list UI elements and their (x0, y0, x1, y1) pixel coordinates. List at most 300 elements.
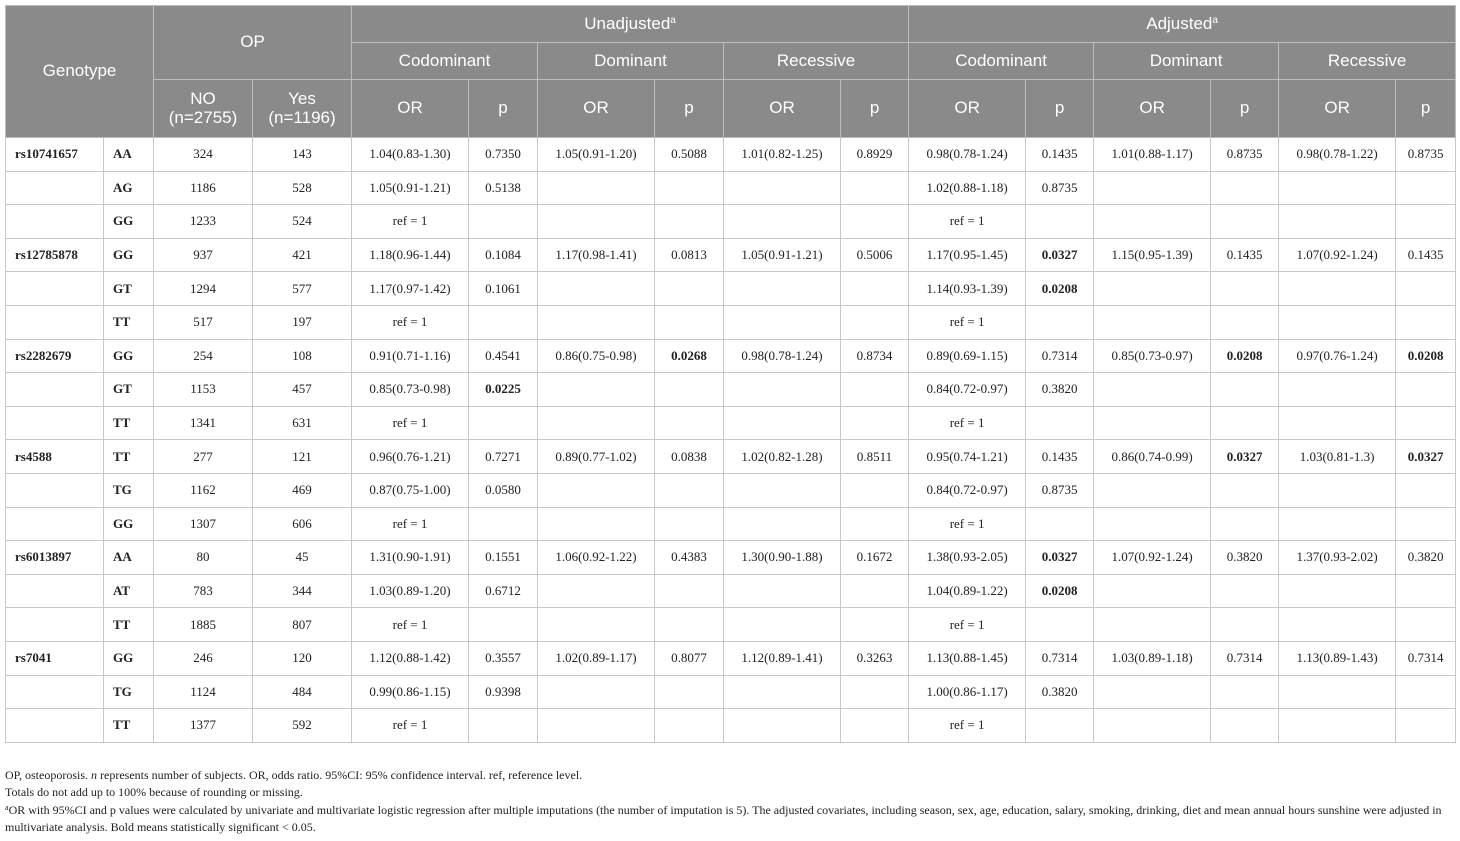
snp-cell: rs12785878 (6, 238, 104, 272)
op-no-count-cell: 1307 (154, 507, 253, 541)
or-ci-cell: 0.98(0.78-1.24) (909, 138, 1026, 172)
p-value-cell: 0.4383 (655, 541, 724, 575)
or-ci-cell (538, 171, 655, 205)
or-ci-cell: 1.00(0.86-1.17) (909, 675, 1026, 709)
snp-cell: rs4588 (6, 440, 104, 474)
snp-cell: rs2282679 (6, 339, 104, 373)
genotype-cell: GG (104, 641, 154, 675)
header-or: OR (1094, 80, 1211, 138)
or-ci-cell (1279, 272, 1396, 306)
p-value-cell (469, 305, 538, 339)
p-value-cell: 0.1672 (841, 541, 909, 575)
p-value-cell (1211, 608, 1279, 642)
or-ci-cell: 0.85(0.73-0.98) (352, 373, 469, 407)
p-value-cell (841, 171, 909, 205)
p-value-cell: 0.1551 (469, 541, 538, 575)
genotype-cell: GT (104, 272, 154, 306)
snp-cell (6, 272, 104, 306)
p-value-cell (1211, 507, 1279, 541)
or-ci-cell: 0.98(0.78-1.24) (724, 339, 841, 373)
or-ci-cell: 0.97(0.76-1.24) (1279, 339, 1396, 373)
or-ci-cell (1094, 406, 1211, 440)
genotype-cell: GG (104, 205, 154, 239)
p-value-cell (841, 205, 909, 239)
or-ci-cell: ref = 1 (909, 205, 1026, 239)
header-op-yes: Yes (n=1196) (253, 80, 352, 138)
or-ci-cell (538, 373, 655, 407)
table-row (6, 440, 1456, 474)
p-value-cell: 0.8511 (841, 440, 909, 474)
or-ci-cell (1094, 272, 1211, 306)
p-value-cell: 0.4541 (469, 339, 538, 373)
genotype-cell: AG (104, 171, 154, 205)
p-value-cell (1211, 406, 1279, 440)
p-value-cell (1211, 709, 1279, 743)
or-ci-cell: 0.85(0.73-0.97) (1094, 339, 1211, 373)
or-ci-cell (1279, 473, 1396, 507)
p-value-cell: 0.3557 (469, 641, 538, 675)
or-ci-cell (1094, 205, 1211, 239)
or-ci-cell: 1.01(0.88-1.17) (1094, 138, 1211, 172)
or-ci-cell (538, 305, 655, 339)
op-yes-count-cell: 577 (253, 272, 352, 306)
p-value-cell: 0.0580 (469, 473, 538, 507)
or-ci-cell (1279, 675, 1396, 709)
or-ci-cell: 1.18(0.96-1.44) (352, 238, 469, 272)
or-ci-cell (724, 473, 841, 507)
p-value-cell: 0.1084 (469, 238, 538, 272)
p-value-cell: 0.8734 (841, 339, 909, 373)
p-value-cell: 0.5138 (469, 171, 538, 205)
op-yes-count-cell: 807 (253, 608, 352, 642)
or-ci-cell (1094, 608, 1211, 642)
genotype-cell: AT (104, 574, 154, 608)
p-value-cell: 0.0327 (1026, 238, 1094, 272)
p-value-cell (655, 205, 724, 239)
p-value-cell (655, 373, 724, 407)
p-value-cell: 0.7314 (1026, 641, 1094, 675)
or-ci-cell: 1.03(0.81-1.3) (1279, 440, 1396, 474)
p-value-cell (655, 675, 724, 709)
p-value-cell (1396, 406, 1456, 440)
snp-cell (6, 171, 104, 205)
header-adjusted: Adjusted$^a$ (909, 6, 1456, 43)
genotype-cell: AA (104, 541, 154, 575)
table-row (6, 541, 1456, 575)
snp-cell: rs7041 (6, 641, 104, 675)
genotype-cell: TT (104, 305, 154, 339)
p-value-cell (1396, 171, 1456, 205)
or-ci-cell (724, 272, 841, 306)
p-value-cell: 0.8929 (841, 138, 909, 172)
p-value-cell: 0.8735 (1211, 138, 1279, 172)
p-value-cell (841, 406, 909, 440)
p-value-cell (841, 473, 909, 507)
p-value-cell: 0.8735 (1026, 171, 1094, 205)
table-row (6, 339, 1456, 373)
genotype-cell: TT (104, 406, 154, 440)
genotype-cell: GT (104, 373, 154, 407)
or-ci-cell: 1.04(0.83-1.30) (352, 138, 469, 172)
or-ci-cell (724, 305, 841, 339)
header-unadj-recessive: Recessive (724, 43, 909, 80)
op-yes-count-cell: 45 (253, 541, 352, 575)
p-value-cell: 0.8077 (655, 641, 724, 675)
op-no-count-cell: 783 (154, 574, 253, 608)
header-op-no: NO (n=2755) (154, 80, 253, 138)
or-ci-cell: 0.89(0.69-1.15) (909, 339, 1026, 373)
or-ci-cell (1094, 507, 1211, 541)
snp-cell (6, 373, 104, 407)
p-value-cell: 0.3263 (841, 641, 909, 675)
p-value-cell (1026, 507, 1094, 541)
or-ci-cell: 1.02(0.89-1.17) (538, 641, 655, 675)
header-p: p (1396, 80, 1456, 138)
or-ci-cell: 0.84(0.72-0.97) (909, 473, 1026, 507)
snp-cell (6, 473, 104, 507)
or-ci-cell (538, 608, 655, 642)
or-ci-cell: 1.07(0.92-1.24) (1094, 541, 1211, 575)
or-ci-cell: ref = 1 (909, 507, 1026, 541)
op-yes-count-cell: 121 (253, 440, 352, 474)
or-ci-cell (1094, 675, 1211, 709)
p-value-cell (655, 507, 724, 541)
p-value-cell (841, 305, 909, 339)
op-yes-count-cell: 421 (253, 238, 352, 272)
snp-cell (6, 205, 104, 239)
p-value-cell (655, 406, 724, 440)
or-ci-cell (538, 406, 655, 440)
op-no-count-cell: 937 (154, 238, 253, 272)
snp-cell (6, 574, 104, 608)
header-or: OR (724, 80, 841, 138)
snp-cell (6, 608, 104, 642)
op-yes-count-cell: 606 (253, 507, 352, 541)
or-ci-cell (724, 373, 841, 407)
p-value-cell: 0.1061 (469, 272, 538, 306)
op-no-count-cell: 1186 (154, 171, 253, 205)
p-value-cell: 0.5088 (655, 138, 724, 172)
op-no-count-cell: 517 (154, 305, 253, 339)
p-value-cell: 0.3820 (1396, 541, 1456, 575)
or-ci-cell (538, 574, 655, 608)
p-value-cell (1026, 305, 1094, 339)
op-yes-count-cell: 120 (253, 641, 352, 675)
genotype-cell: TT (104, 709, 154, 743)
p-value-cell (655, 171, 724, 205)
table-row (6, 574, 1456, 608)
or-ci-cell: 0.86(0.75-0.98) (538, 339, 655, 373)
p-value-cell (655, 272, 724, 306)
or-ci-cell (1094, 574, 1211, 608)
or-ci-cell: 1.05(0.91-1.20) (538, 138, 655, 172)
op-no-count-cell: 1341 (154, 406, 253, 440)
table-container (5, 5, 1455, 743)
table-body (6, 138, 1456, 743)
genotype-cell: TG (104, 473, 154, 507)
p-value-cell: 0.3820 (1211, 541, 1279, 575)
table-row (6, 406, 1456, 440)
p-value-cell (1396, 608, 1456, 642)
footnote-totals: Totals do not add up to 100% because of rounding or missing. (5, 784, 303, 799)
or-ci-cell (538, 507, 655, 541)
p-value-cell: 0.7271 (469, 440, 538, 474)
op-no-count-cell: 1885 (154, 608, 253, 642)
header-adj-codominant: Codominant (909, 43, 1094, 80)
snp-cell: rs6013897 (6, 541, 104, 575)
header-p: p (841, 80, 909, 138)
table-footnotes (5, 767, 1455, 835)
or-ci-cell (724, 205, 841, 239)
p-value-cell (469, 205, 538, 239)
or-ci-cell: 0.87(0.75-1.00) (352, 473, 469, 507)
table-row (6, 305, 1456, 339)
or-ci-cell: 0.84(0.72-0.97) (909, 373, 1026, 407)
p-value-cell: 0.9398 (469, 675, 538, 709)
or-ci-cell: ref = 1 (909, 608, 1026, 642)
or-ci-cell: 1.30(0.90-1.88) (724, 541, 841, 575)
p-value-cell: 0.0208 (1026, 574, 1094, 608)
or-ci-cell (1279, 373, 1396, 407)
or-ci-cell: 1.17(0.98-1.41) (538, 238, 655, 272)
snp-cell (6, 406, 104, 440)
or-ci-cell: 1.12(0.89-1.41) (724, 641, 841, 675)
or-ci-cell: ref = 1 (909, 709, 1026, 743)
or-ci-cell: ref = 1 (909, 406, 1026, 440)
or-ci-cell (538, 272, 655, 306)
op-yes-count-cell: 528 (253, 171, 352, 205)
snp-cell: rs10741657 (6, 138, 104, 172)
or-ci-cell: 1.05(0.91-1.21) (352, 171, 469, 205)
or-ci-cell (1279, 709, 1396, 743)
p-value-cell: 0.7350 (469, 138, 538, 172)
p-value-cell (841, 507, 909, 541)
table-row (6, 272, 1456, 306)
p-value-cell: 0.0327 (1211, 440, 1279, 474)
table-row (6, 205, 1456, 239)
p-value-cell (469, 709, 538, 743)
p-value-cell: 0.7314 (1211, 641, 1279, 675)
p-value-cell (1396, 373, 1456, 407)
genotype-cell: TT (104, 440, 154, 474)
table-row (6, 138, 1456, 172)
p-value-cell: 0.0327 (1396, 440, 1456, 474)
or-ci-cell: ref = 1 (352, 205, 469, 239)
snp-cell (6, 507, 104, 541)
op-no-count-cell: 277 (154, 440, 253, 474)
or-ci-cell (538, 709, 655, 743)
or-ci-cell: 1.17(0.95-1.45) (909, 238, 1026, 272)
p-value-cell (1396, 272, 1456, 306)
p-value-cell: 0.1435 (1211, 238, 1279, 272)
p-value-cell (1026, 709, 1094, 743)
header-p: p (1026, 80, 1094, 138)
header-p: p (1211, 80, 1279, 138)
or-ci-cell: 1.02(0.88-1.18) (909, 171, 1026, 205)
table-row (6, 675, 1456, 709)
p-value-cell (1211, 373, 1279, 407)
or-ci-cell: 1.17(0.97-1.42) (352, 272, 469, 306)
p-value-cell (469, 406, 538, 440)
or-ci-cell (724, 171, 841, 205)
p-value-cell: 0.1435 (1396, 238, 1456, 272)
op-yes-count-cell: 484 (253, 675, 352, 709)
or-ci-cell (538, 675, 655, 709)
p-value-cell (1211, 473, 1279, 507)
genotype-cell: TT (104, 608, 154, 642)
op-no-count-cell: 1124 (154, 675, 253, 709)
genotype-cell: GG (104, 238, 154, 272)
or-ci-cell: 0.98(0.78-1.22) (1279, 138, 1396, 172)
or-ci-cell: 0.99(0.86-1.15) (352, 675, 469, 709)
or-ci-cell: 1.03(0.89-1.18) (1094, 641, 1211, 675)
or-ci-cell: 1.38(0.93-2.05) (909, 541, 1026, 575)
or-ci-cell: 1.12(0.88-1.42) (352, 641, 469, 675)
or-ci-cell (1094, 473, 1211, 507)
snp-cell (6, 709, 104, 743)
or-ci-cell (1094, 373, 1211, 407)
genotype-cell: AA (104, 138, 154, 172)
header-adj-recessive: Recessive (1279, 43, 1456, 80)
op-no-count-cell: 1294 (154, 272, 253, 306)
or-ci-cell: 1.14(0.93-1.39) (909, 272, 1026, 306)
or-ci-cell: 1.01(0.82-1.25) (724, 138, 841, 172)
or-ci-cell: 0.86(0.74-0.99) (1094, 440, 1211, 474)
or-ci-cell: ref = 1 (909, 305, 1026, 339)
or-ci-cell: 0.89(0.77-1.02) (538, 440, 655, 474)
or-ci-cell (724, 574, 841, 608)
p-value-cell: 0.0208 (1026, 272, 1094, 306)
or-ci-cell: 1.03(0.89-1.20) (352, 574, 469, 608)
p-value-cell (1396, 574, 1456, 608)
header-or: OR (538, 80, 655, 138)
or-ci-cell: 1.06(0.92-1.22) (538, 541, 655, 575)
or-ci-cell (538, 473, 655, 507)
header-adj-dominant: Dominant (1094, 43, 1279, 80)
p-value-cell (841, 272, 909, 306)
table-row (6, 238, 1456, 272)
p-value-cell: 0.0813 (655, 238, 724, 272)
p-value-cell (1211, 171, 1279, 205)
op-yes-count-cell: 592 (253, 709, 352, 743)
p-value-cell: 0.0327 (1026, 541, 1094, 575)
footnote-abbreviations: OP, osteoporosis. n represents number of subjects. OR, odds ratio. 95%CI: 95% confidence interval. ref, reference level. (5, 768, 583, 782)
p-value-cell: 0.0208 (1211, 339, 1279, 373)
or-ci-cell (1279, 305, 1396, 339)
p-value-cell: 0.5006 (841, 238, 909, 272)
or-ci-cell: 1.15(0.95-1.39) (1094, 238, 1211, 272)
genotype-association-table (5, 5, 1456, 743)
op-no-count-cell: 1377 (154, 709, 253, 743)
header-or: OR (909, 80, 1026, 138)
or-ci-cell (724, 709, 841, 743)
p-value-cell: 0.8735 (1396, 138, 1456, 172)
p-value-cell: 0.0268 (655, 339, 724, 373)
p-value-cell (655, 574, 724, 608)
p-value-cell: 0.0838 (655, 440, 724, 474)
p-value-cell (1211, 574, 1279, 608)
op-no-count-cell: 254 (154, 339, 253, 373)
or-ci-cell (538, 205, 655, 239)
or-ci-cell: 1.13(0.88-1.45) (909, 641, 1026, 675)
or-ci-cell: ref = 1 (352, 709, 469, 743)
genotype-cell: GG (104, 339, 154, 373)
or-ci-cell (1279, 205, 1396, 239)
or-ci-cell: 0.91(0.71-1.16) (352, 339, 469, 373)
or-ci-cell (724, 406, 841, 440)
p-value-cell (655, 709, 724, 743)
op-yes-count-cell: 469 (253, 473, 352, 507)
p-value-cell (1396, 507, 1456, 541)
header-or: OR (352, 80, 469, 138)
p-value-cell (1211, 675, 1279, 709)
p-value-cell (841, 675, 909, 709)
p-value-cell (1026, 406, 1094, 440)
or-ci-cell: 1.31(0.90-1.91) (352, 541, 469, 575)
op-yes-count-cell: 143 (253, 138, 352, 172)
p-value-cell: 0.3820 (1026, 675, 1094, 709)
or-ci-cell: 1.13(0.89-1.43) (1279, 641, 1396, 675)
p-value-cell (1211, 205, 1279, 239)
header-p: p (469, 80, 538, 138)
op-yes-count-cell: 631 (253, 406, 352, 440)
header-p: p (655, 80, 724, 138)
op-no-count-cell: 1153 (154, 373, 253, 407)
p-value-cell (655, 608, 724, 642)
or-ci-cell (1094, 305, 1211, 339)
op-yes-count-cell: 524 (253, 205, 352, 239)
genotype-cell: GG (104, 507, 154, 541)
p-value-cell (1396, 305, 1456, 339)
op-no-count-cell: 1233 (154, 205, 253, 239)
p-value-cell (1396, 709, 1456, 743)
header-genotype: Genotype (6, 6, 154, 138)
or-ci-cell (1279, 574, 1396, 608)
or-ci-cell (1094, 709, 1211, 743)
table-row (6, 608, 1456, 642)
snp-cell (6, 305, 104, 339)
p-value-cell: 0.8735 (1026, 473, 1094, 507)
header-unadj-dominant: Dominant (538, 43, 724, 80)
p-value-cell (1026, 608, 1094, 642)
or-ci-cell (1279, 171, 1396, 205)
header-op: OP (154, 6, 352, 80)
p-value-cell: 0.0225 (469, 373, 538, 407)
or-ci-cell: ref = 1 (352, 406, 469, 440)
or-ci-cell: ref = 1 (352, 305, 469, 339)
p-value-cell (1211, 305, 1279, 339)
op-yes-count-cell: 108 (253, 339, 352, 373)
table-row (6, 709, 1456, 743)
or-ci-cell: 1.04(0.89-1.22) (909, 574, 1026, 608)
table-row (6, 507, 1456, 541)
p-value-cell (1026, 205, 1094, 239)
p-value-cell (1396, 473, 1456, 507)
p-value-cell (655, 473, 724, 507)
p-value-cell (469, 507, 538, 541)
header-unadj-codominant: Codominant (352, 43, 538, 80)
or-ci-cell: 1.05(0.91-1.21) (724, 238, 841, 272)
genotype-cell: TG (104, 675, 154, 709)
p-value-cell: 0.3820 (1026, 373, 1094, 407)
or-ci-cell: 0.95(0.74-1.21) (909, 440, 1026, 474)
p-value-cell (1211, 272, 1279, 306)
p-value-cell: 0.1435 (1026, 440, 1094, 474)
op-yes-count-cell: 457 (253, 373, 352, 407)
p-value-cell (841, 373, 909, 407)
header-unadjusted: Unadjusted$^a$ (352, 6, 909, 43)
p-value-cell: 0.7314 (1026, 339, 1094, 373)
